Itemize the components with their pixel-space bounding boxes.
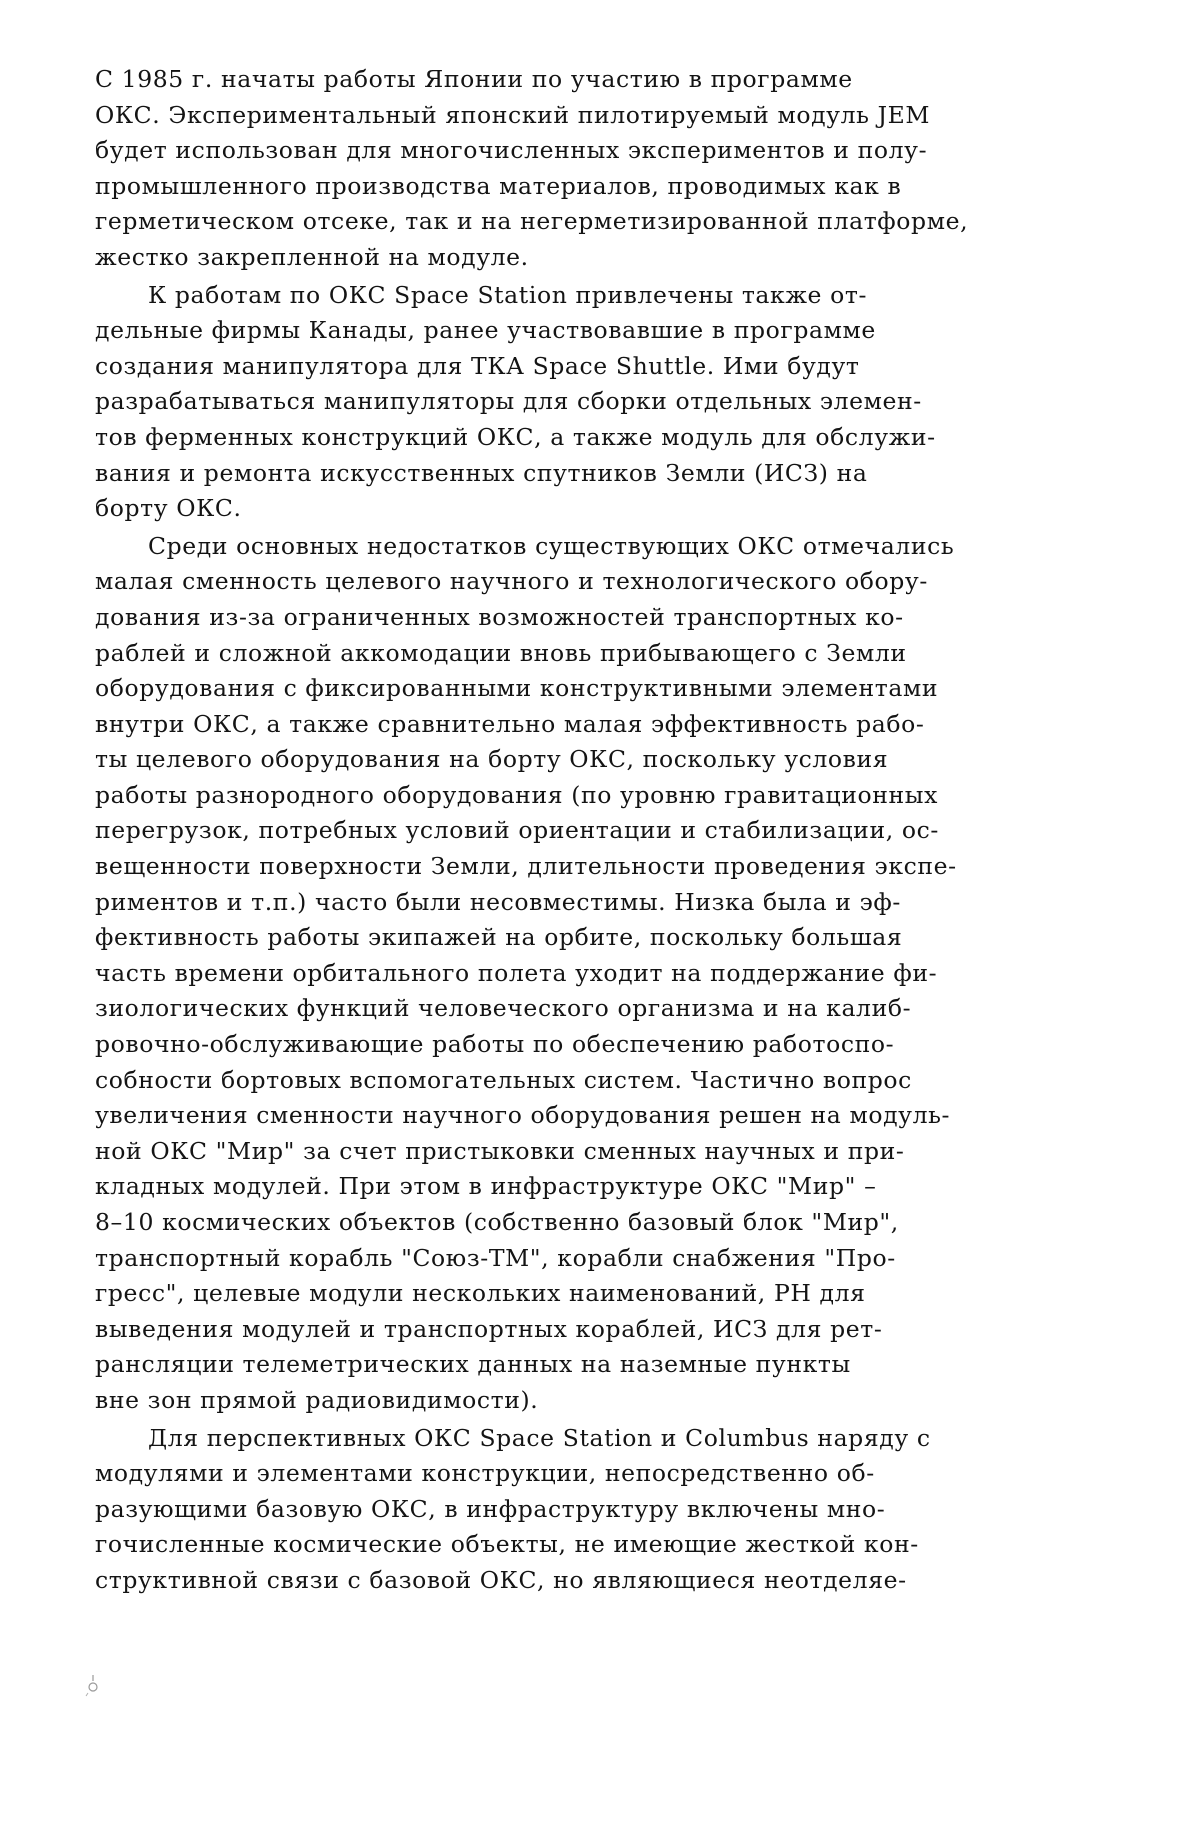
text-line: рансляции телеметрических данных на наземные пункты (95, 1350, 851, 1379)
text-line: транспортный корабль "Союз-ТМ", корабли снабжения "Про- (95, 1243, 896, 1272)
text-line: Среди основных недостатков существующих ОКС отмечались (148, 531, 955, 560)
text-line: вне зон прямой радиовидимости). (95, 1385, 539, 1414)
text-line: внутри ОКС, а также сравнительно малая эффективность рабо- (95, 709, 925, 738)
text-line: модулями и элементами конструкции, непосредственно об- (95, 1459, 875, 1488)
text-line: риментов и т.п.) часто были несовместимы. Низка была и эф- (95, 887, 901, 916)
text-line: дельные фирмы Канады, ранее участвовавшие в программе (95, 316, 876, 345)
text-line: фективность работы экипажей на орбите, поскольку большая (95, 923, 903, 952)
text-line: собности бортовых вспомогательных систем. Частично вопрос (95, 1065, 912, 1094)
text-line: ты целевого оборудования на борту ОКС, поскольку условия (95, 745, 889, 774)
text-line: увеличения сменности научного оборудования решен на модуль- (95, 1101, 951, 1130)
text-line: раблей и сложной аккомодации вновь прибывающего с Земли (95, 638, 907, 667)
text-line: С 1985 г. начаты работы Японии по участию в программе (95, 65, 853, 93)
paragraph (95, 62, 1125, 276)
text-line: К работам по ОКС Space Station привлечены также от- (148, 280, 868, 309)
text-line: структивной связи с базовой ОКС, но являющиеся неотделяе- (95, 1565, 907, 1594)
text-line: вания и ремонта искусственных спутников Земли (ИСЗ) на (95, 458, 868, 487)
text-line: кладных модулей. При этом в инфраструктуре ОКС "Мир" – (95, 1172, 877, 1201)
text-line: гресс", целевые модули нескольких наименований, РН для (95, 1279, 866, 1308)
text-line: Для перспективных ОКС Space Station и Columbus наряду с (148, 1423, 931, 1452)
paragraph (95, 278, 1125, 527)
text-line: разрабатываться манипуляторы для сборки отдельных элемен- (95, 387, 922, 416)
faint-scan-mark-icon (84, 1673, 102, 1697)
text-line: вещенности поверхности Земли, длительности проведения экспе- (95, 852, 957, 881)
text-line: промышленного производства материалов, проводимых как в (95, 171, 902, 200)
text-line: зиологических функций человеческого организма и на калиб- (95, 994, 912, 1023)
text-line: герметическом отсеке, так и на негерметизированной платформе, (95, 207, 969, 236)
text-line: выведения модулей и транспортных кораблей, ИСЗ для рет- (95, 1314, 883, 1343)
text-line: часть времени орбитального полета уходит на поддержание фи- (95, 958, 938, 987)
paragraph (95, 529, 1125, 1419)
text-line: ОКС. Экспериментальный японский пилотируемый модуль JEM (95, 100, 931, 129)
text-line: малая сменность целевого научного и технологического обору- (95, 567, 928, 596)
text-line: гочисленные космические объекты, не имеющие жесткой кон- (95, 1530, 919, 1559)
paragraph (95, 1421, 1125, 1599)
text-line: ровочно-обслуживающие работы по обеспечению работоспо- (95, 1030, 895, 1059)
text-line: дования из-за ограниченных возможностей транспортных ко- (95, 602, 904, 631)
text-line: борту ОКС. (95, 494, 242, 523)
text-line: будет использован для многочисленных экспериментов и полу- (95, 136, 928, 165)
text-line: создания манипулятора для ТКА Space Shuttle. Ими будут (95, 351, 860, 380)
text-line: тов ферменных конструкций ОКС, а также модуль для обслужи- (95, 422, 936, 451)
text-line: оборудования с фиксированными конструктивными элементами (95, 674, 939, 703)
body-text (95, 62, 1125, 1599)
text-line: работы разнородного оборудования (по уровню гравитационных (95, 780, 938, 809)
text-line: 8–10 космических объектов (собственно базовый блок "Мир", (95, 1208, 899, 1236)
text-line: ной ОКС "Мир" за счет пристыковки сменных научных и при- (95, 1136, 905, 1165)
text-line: перегрузок, потребных условий ориентации и стабилизации, ос- (95, 816, 939, 845)
text-line: разующими базовую ОКС, в инфраструктуру включены мно- (95, 1494, 886, 1523)
text-line: жестко закрепленной на модуле. (95, 242, 529, 271)
